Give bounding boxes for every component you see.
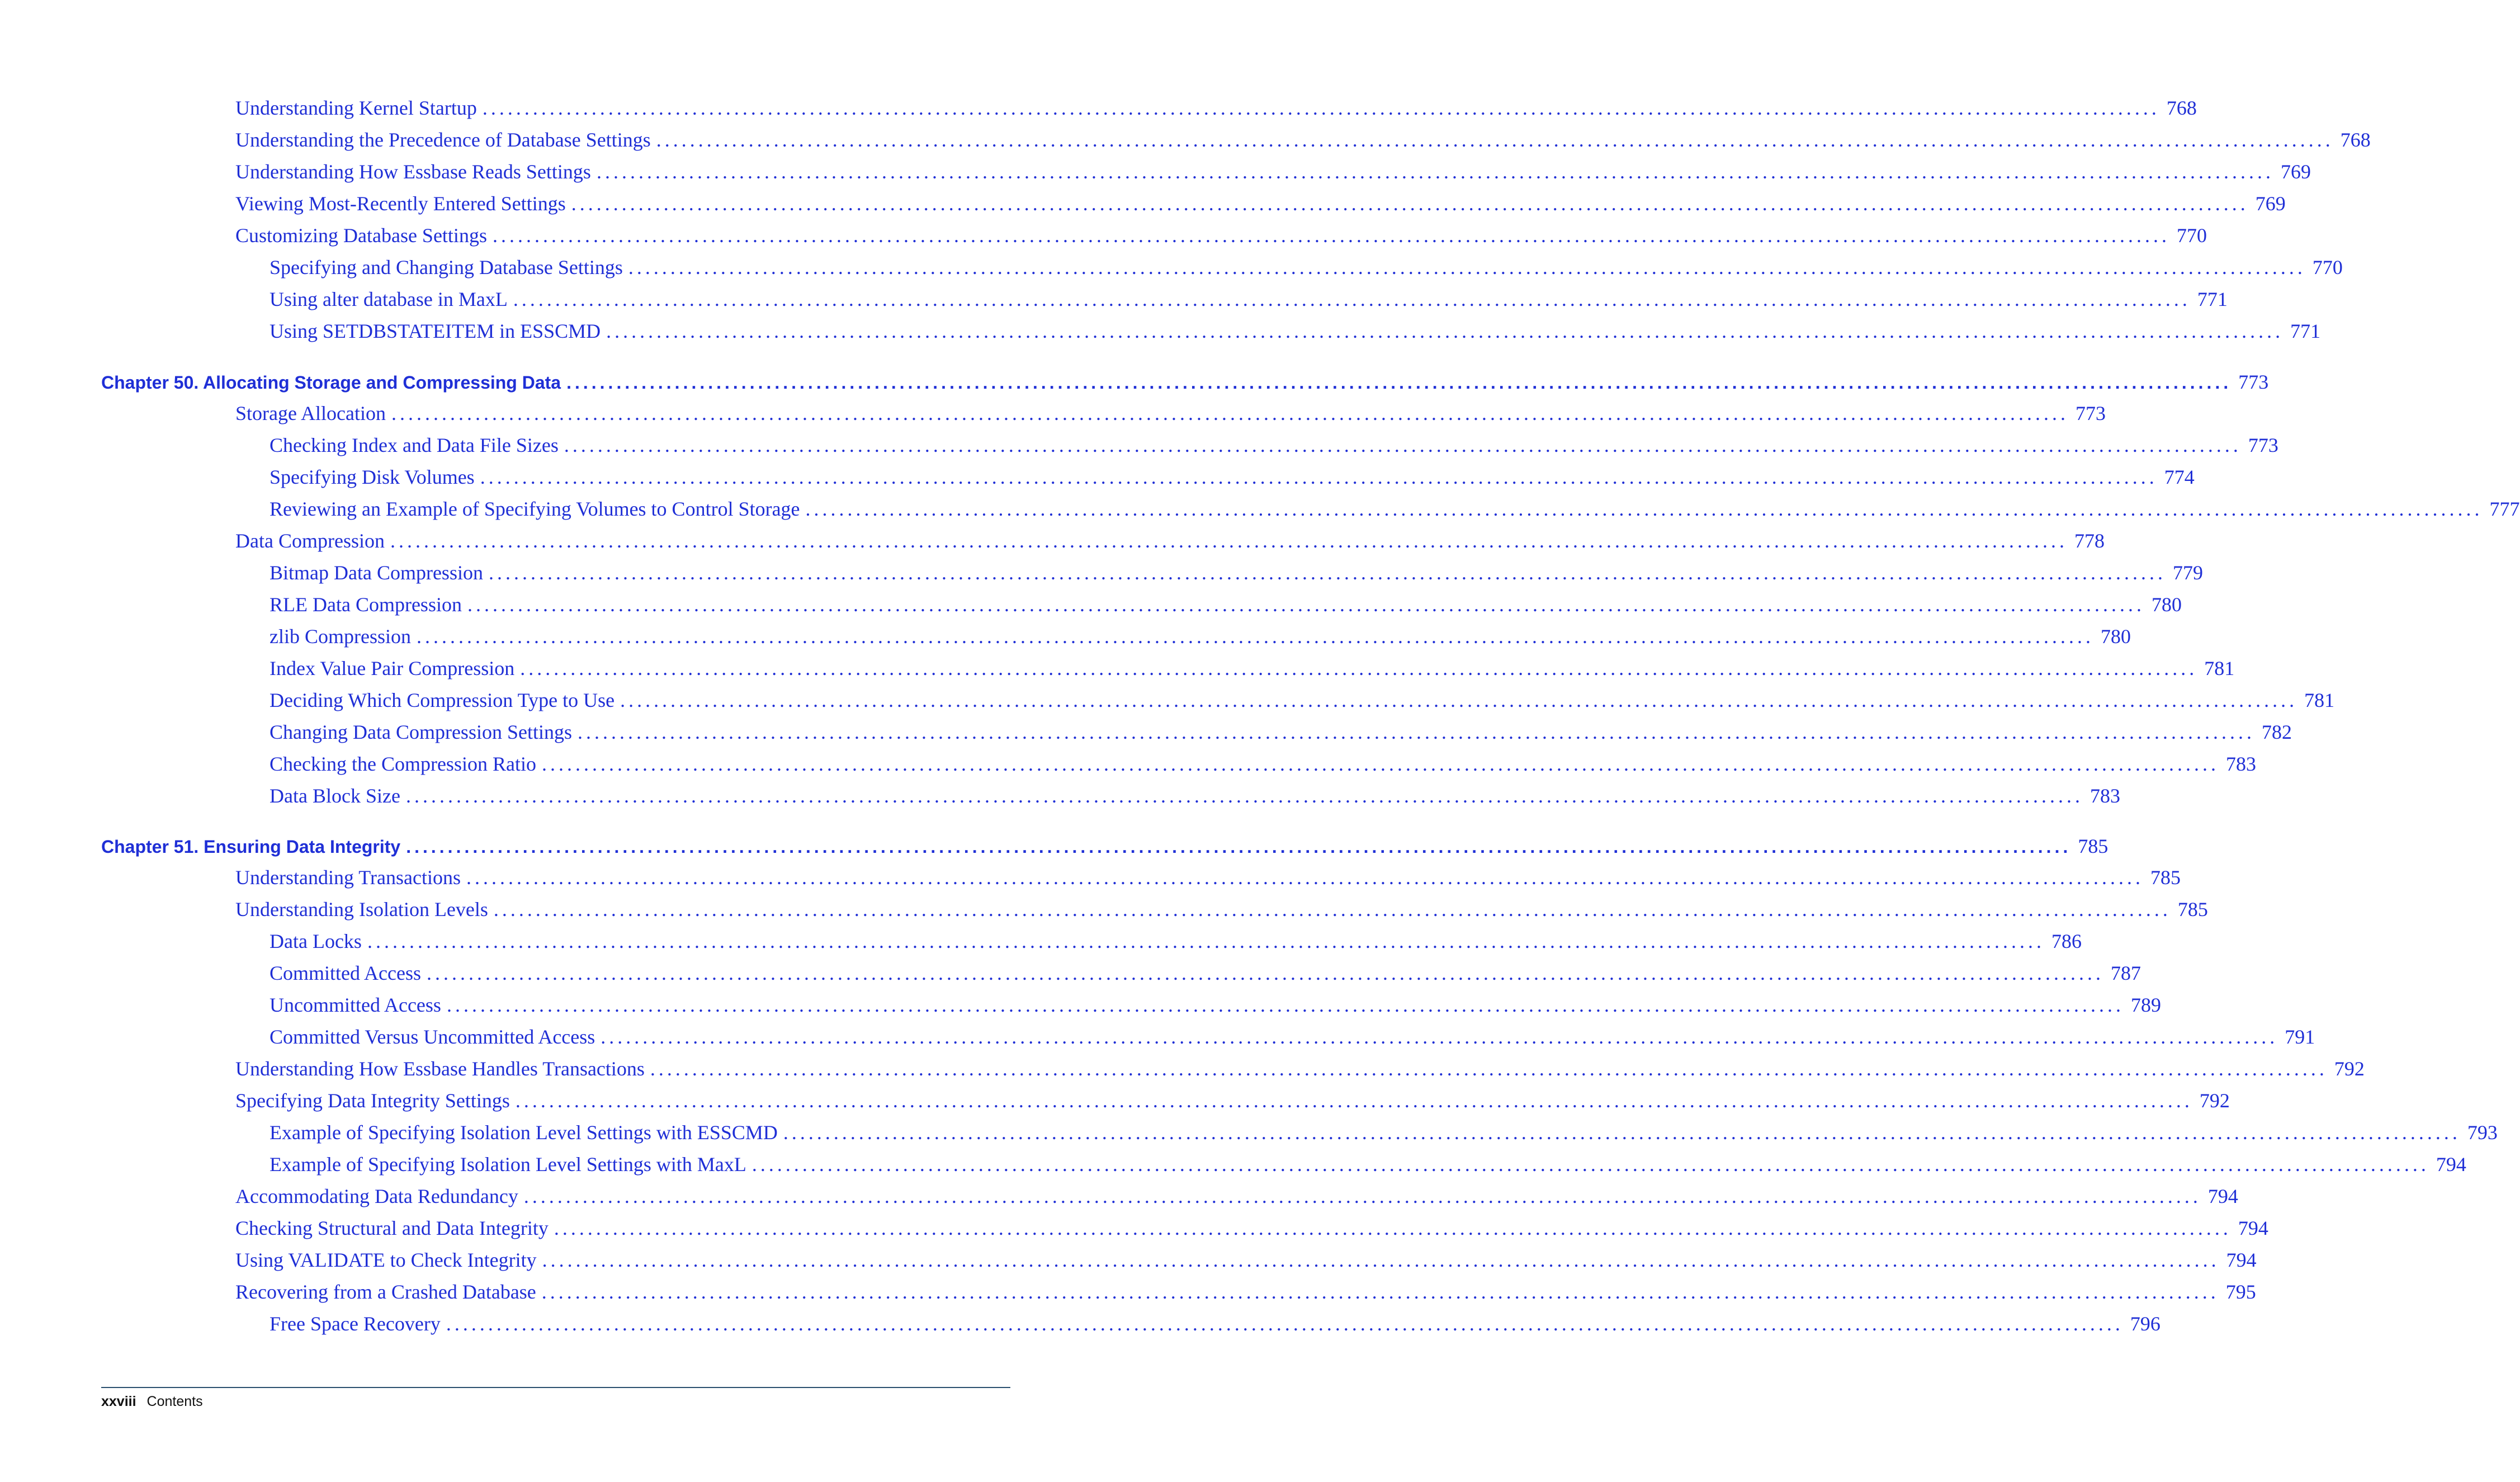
toc-entry-page: 769 — [2280, 161, 2311, 183]
leader-dots: ........................................................................................................................................................................................................ — [513, 288, 2191, 310]
toc-entry-page: 795 — [2225, 1281, 2256, 1303]
footer-rule — [101, 1387, 1010, 1388]
toc-entry[interactable] — [235, 898, 2208, 929]
leader-dots: ........................................................................................................................................................................................................ — [650, 1058, 2328, 1080]
toc-entry-page: 787 — [2110, 962, 2141, 984]
toc-entry-title: Data Compression — [235, 530, 385, 552]
toc-entry-page: 781 — [2304, 689, 2335, 711]
toc-entry[interactable] — [235, 96, 2197, 128]
toc-entry[interactable] — [270, 784, 2120, 815]
toc-entry-page: 771 — [2197, 288, 2228, 310]
toc-entry-title: Understanding Kernel Startup — [235, 97, 477, 119]
leader-dots: ........................................................................................................................................................................................................ — [391, 402, 2069, 424]
toc-entry-page: 792 — [2199, 1089, 2230, 1112]
toc-entry-title: Data Block Size — [270, 785, 400, 807]
toc-entry[interactable] — [270, 1121, 2498, 1152]
toc-entry-title: Customizing Database Settings — [235, 224, 487, 247]
toc-entry-page: 773 — [2238, 371, 2269, 393]
toc-entry-page: 794 — [2226, 1249, 2257, 1271]
toc-entry[interactable] — [270, 752, 2256, 784]
toc-entry-page: 785 — [2078, 835, 2108, 857]
leader-dots: ........................................................................................................................................................................................................ — [656, 129, 2334, 151]
page-footer — [101, 1394, 203, 1410]
leader-dots: ........................................................................................................................................................................................................ — [577, 721, 2255, 743]
toc-entry[interactable] — [235, 1184, 2238, 1216]
toc-chapter-title: Chapter 51. Ensuring Data Integrity — [101, 837, 401, 857]
toc-entry-title: Understanding the Precedence of Database Settings — [235, 129, 651, 151]
toc-entry-page: 774 — [2164, 466, 2195, 488]
toc-entry-title: Free Space Recovery — [270, 1313, 441, 1335]
toc-entry[interactable] — [270, 657, 2235, 688]
toc-entry-page: 796 — [2130, 1313, 2160, 1335]
leader-dots: ........................................................................................................................................................................................................ — [620, 689, 2298, 711]
toc-entry-title: Storage Allocation — [235, 402, 386, 424]
leader-dots: ........................................................................................................................................................................................................ — [596, 161, 2274, 183]
toc-entry-page: 770 — [2176, 224, 2207, 247]
toc-entry-page: 777 — [2489, 498, 2520, 520]
toc-entry-page: 785 — [2177, 898, 2208, 921]
toc-entry-title: Specifying and Changing Database Settings — [270, 256, 623, 279]
toc-entry-title: Using VALIDATE to Check Integrity — [235, 1249, 537, 1271]
leader-dots: ........................................................................................................................................................................................................ — [493, 898, 2171, 921]
leader-dots: ........................................................................................................................................................................................................ — [367, 930, 2045, 952]
toc-entry[interactable] — [270, 961, 2141, 993]
toc-entry-page: 789 — [2130, 994, 2161, 1016]
leader-dots: ........................................................................................................................................................................................................ — [601, 1026, 2278, 1048]
leader-dots: ........................................................................................................................................................................................................ — [480, 466, 2158, 488]
leader-dots: ........................................................................................................................................................................................................ — [571, 192, 2249, 215]
toc-entry-title: Checking Structural and Data Integrity — [235, 1217, 549, 1239]
toc-entry-page: 770 — [2312, 256, 2343, 279]
toc-chapter[interactable] — [101, 834, 2108, 866]
toc-entry-page: 783 — [2089, 785, 2120, 807]
leader-dots: ........................................................................................................................................................................................................ — [520, 657, 2198, 679]
footer-label: Contents — [146, 1394, 203, 1409]
leader-dots: ........................................................................................................................................................................................................ — [515, 1089, 2193, 1112]
toc-entry-page: 785 — [2150, 866, 2181, 889]
toc-entry-page: 780 — [2151, 593, 2182, 616]
toc-entry-title: Understanding Transactions — [235, 866, 461, 889]
toc-entry[interactable] — [235, 1089, 2230, 1120]
toc-entry-title: zlib Compression — [270, 625, 411, 648]
toc-entry[interactable] — [235, 529, 2105, 560]
toc-entry-page: 768 — [2340, 129, 2371, 151]
toc-chapter-title: Chapter 50. Allocating Storage and Compressing Data — [101, 372, 561, 393]
leader-dots: ........................................................................................................................................................................................................ — [628, 256, 2306, 279]
toc-entry-page: 792 — [2334, 1058, 2365, 1080]
leader-dots: ........................................................................................................................................................................................................ — [554, 1217, 2231, 1239]
toc-entry-page: 771 — [2290, 320, 2321, 342]
leader-dots: ........................................................................................................................................................................................................ — [405, 785, 2083, 807]
leader-dots: ........................................................................................................................................................................................................ — [446, 1313, 2124, 1335]
toc-entry[interactable] — [235, 866, 2181, 897]
toc-entry[interactable] — [270, 1153, 2466, 1184]
toc-entry-title: Deciding Which Compression Type to Use — [270, 689, 615, 711]
toc-entry-title: Bitmap Data Compression — [270, 561, 483, 584]
toc-entry-title: Specifying Data Integrity Settings — [235, 1089, 510, 1112]
leader-dots: ........................................................................................................................................................................................................ — [446, 994, 2124, 1016]
toc-entry-page: 769 — [2255, 192, 2286, 215]
leader-dots: ........................................................................................................................................................................................................ — [541, 753, 2219, 775]
toc-entry-page: 781 — [2204, 657, 2235, 679]
toc-entry-title: Checking Index and Data File Sizes — [270, 434, 559, 456]
toc-entry[interactable] — [270, 593, 2182, 624]
toc-entry-title: Accommodating Data Redundancy — [235, 1185, 518, 1207]
toc-entry[interactable] — [270, 256, 2343, 287]
toc-entry[interactable] — [235, 1057, 2365, 1088]
toc-entry-page: 794 — [2436, 1153, 2466, 1176]
toc-entry-title: Example of Specifying Isolation Level Settings with MaxL — [270, 1153, 746, 1176]
toc-chapter[interactable] — [101, 370, 2269, 402]
leader-dots: ........................................................................................................................................................................................................ — [488, 561, 2166, 584]
toc-entry[interactable] — [270, 465, 2195, 497]
toc-entry-title: Using SETDBSTATEITEM in ESSCMD — [270, 320, 601, 342]
toc-entry-page: 783 — [2225, 753, 2256, 775]
leader-dots: ........................................................................................................................................................................................................ — [523, 1185, 2201, 1207]
toc-entry-page: 773 — [2075, 402, 2106, 424]
toc-entry-page: 794 — [2238, 1217, 2268, 1239]
leader-dots: ........................................................................................................................................................................................................ — [606, 320, 2284, 342]
toc-entry-title: Understanding How Essbase Reads Settings — [235, 161, 591, 183]
leader-dots: ........................................................................................................................................................................................................ — [467, 593, 2145, 616]
leader-dots: ........................................................................................................................................................................................................ — [542, 1249, 2220, 1271]
toc-entry-title: Uncommitted Access — [270, 994, 441, 1016]
leader-dots: ........................................................................................................................................................................................................ — [783, 1121, 2461, 1144]
leader-dots: ........................................................................................................................................................................................................ — [390, 530, 2068, 552]
toc-entry-title: Specifying Disk Volumes — [270, 466, 475, 488]
toc-entry-page: 786 — [2051, 930, 2082, 952]
toc-entry[interactable] — [270, 319, 2321, 351]
toc-entry-title: Data Locks — [270, 930, 362, 952]
toc-entry-page: 768 — [2166, 97, 2197, 119]
footer-page-number: xxviii — [101, 1394, 136, 1409]
toc-entry-title: Changing Data Compression Settings — [270, 721, 572, 743]
toc-entry-page: 778 — [2074, 530, 2105, 552]
toc-entry-title: Understanding Isolation Levels — [235, 898, 488, 921]
toc-entry-page: 793 — [2467, 1121, 2498, 1144]
toc-entry-title: Example of Specifying Isolation Level Settings with ESSCMD — [270, 1121, 778, 1144]
toc-entry-page: 791 — [2285, 1026, 2315, 1048]
toc-entry-title: Using alter database in MaxL — [270, 288, 508, 310]
toc-entry-page: 773 — [2248, 434, 2278, 456]
toc-entry[interactable] — [235, 224, 2207, 255]
toc-entry-page: 779 — [2172, 561, 2203, 584]
toc-entry-page: 780 — [2100, 625, 2131, 648]
toc-entry[interactable] — [270, 433, 2278, 465]
toc-entry[interactable] — [235, 160, 2311, 191]
toc-entry[interactable] — [235, 1248, 2257, 1280]
leader-dots: ........................................................................................................................................................................................................ — [805, 498, 2483, 520]
leader-dots: ........................................................................................................................................................................................................ — [466, 866, 2144, 889]
toc-entry[interactable] — [270, 1312, 2160, 1343]
toc-entry[interactable] — [270, 929, 2082, 961]
toc-entry-title: Committed Versus Uncommitted Access — [270, 1026, 595, 1048]
toc-entry[interactable] — [270, 497, 2520, 528]
leader-dots: ........................................................................................................................................................................................................ — [564, 434, 2242, 456]
toc-entry-title: Committed Access — [270, 962, 421, 984]
toc-entry-title: Viewing Most-Recently Entered Settings — [235, 192, 566, 215]
toc-entry[interactable] — [270, 287, 2228, 319]
toc-entry[interactable] — [235, 1216, 2268, 1248]
toc-entry-title: Index Value Pair Compression — [270, 657, 515, 679]
toc-entry-page: 794 — [2207, 1185, 2238, 1207]
leader-dots: ........................................................................................................................................................................................................ — [416, 625, 2094, 648]
toc-entry[interactable] — [235, 402, 2106, 433]
toc-entry[interactable] — [270, 720, 2292, 752]
toc-entry-title: Checking the Compression Ratio — [270, 753, 536, 775]
toc-entry-page: 782 — [2261, 721, 2292, 743]
toc-entry[interactable] — [270, 625, 2131, 656]
leader-dots: ........................................................................................................................................................................................................ — [541, 1281, 2219, 1303]
leader-dots: ........................................................................................................................................................................................................ — [406, 837, 2072, 857]
toc-entry-title: RLE Data Compression — [270, 593, 462, 616]
leader-dots: ........................................................................................................................................................................................................ — [426, 962, 2104, 984]
toc-entry[interactable] — [270, 993, 2161, 1025]
toc-entry-title: Understanding How Essbase Handles Transactions — [235, 1058, 645, 1080]
leader-dots: ........................................................................................................................................................................................................ — [492, 224, 2170, 247]
leader-dots: ........................................................................................................................................................................................................ — [566, 372, 2232, 393]
toc-entry[interactable] — [270, 688, 2335, 720]
toc-entry[interactable] — [235, 192, 2286, 223]
toc-entry-title: Reviewing an Example of Specifying Volumes to Control Storage — [270, 498, 800, 520]
toc-entry[interactable] — [270, 1025, 2315, 1056]
toc-entry[interactable] — [270, 561, 2203, 592]
toc-entry[interactable] — [235, 1280, 2256, 1311]
leader-dots: ........................................................................................................................................................................................................ — [751, 1153, 2429, 1176]
toc-entry[interactable] — [235, 128, 2371, 159]
leader-dots: ........................................................................................................................................................................................................ — [482, 97, 2160, 119]
toc-entry-title: Recovering from a Crashed Database — [235, 1281, 536, 1303]
